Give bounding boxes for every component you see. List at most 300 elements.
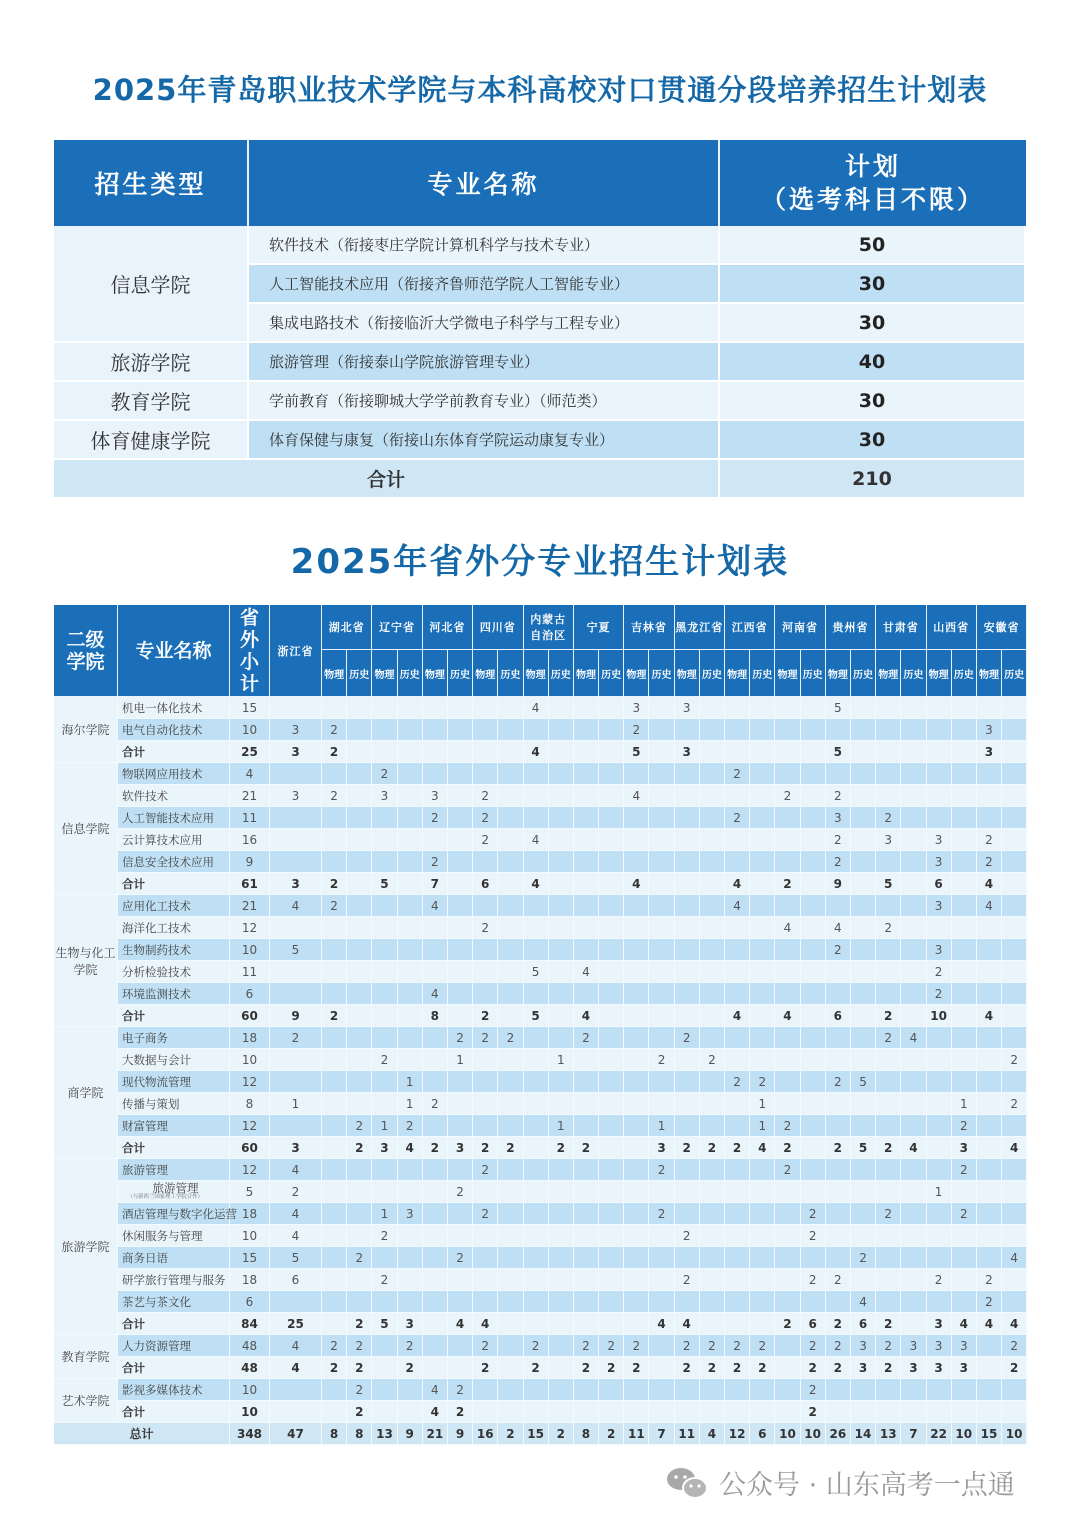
quota-cell — [398, 719, 423, 741]
quota-cell — [423, 1335, 448, 1357]
quota-cell — [347, 983, 372, 1005]
quota-cell — [524, 1049, 549, 1071]
quota-cell — [700, 785, 725, 807]
quota-cell — [649, 1225, 674, 1247]
quota-cell — [775, 697, 800, 719]
quota-cell: 2 — [473, 1137, 498, 1159]
quota-cell — [927, 1049, 952, 1071]
header-college: 二级 学院 — [54, 605, 118, 697]
quota-cell — [977, 1401, 1002, 1423]
table-row — [54, 1225, 1027, 1247]
quota-cell: 6 — [851, 1313, 876, 1335]
quota-cell — [372, 851, 397, 873]
quota-cell — [322, 1093, 347, 1115]
quota-cell — [322, 1049, 347, 1071]
quota-cell: 4 — [423, 895, 448, 917]
quota-cell — [322, 1247, 347, 1269]
quota-cell — [901, 785, 926, 807]
header-physics: 物理 — [876, 650, 901, 697]
quota-cell — [423, 829, 448, 851]
quota-cell: 5 — [624, 741, 649, 763]
quota-cell: 3 — [901, 1335, 926, 1357]
quota-cell — [801, 1291, 826, 1313]
table-row — [54, 1247, 1027, 1269]
quota-cell: 2 — [801, 1401, 826, 1423]
quota-cell — [649, 895, 674, 917]
quota-cell — [801, 1071, 826, 1093]
quota-cell — [876, 1093, 901, 1115]
quota-cell — [1002, 1005, 1027, 1027]
header-province: 四川省 — [473, 605, 523, 650]
quota-cell — [347, 1159, 372, 1181]
header-province: 湖北省 — [322, 605, 372, 650]
quota-cell: 6 — [801, 1313, 826, 1335]
header-history: 历史 — [347, 650, 372, 697]
quota-cell — [851, 1181, 876, 1203]
table-row — [54, 1159, 1027, 1181]
grand-total-cell: 10 — [775, 1423, 800, 1445]
quota-cell: 3 — [270, 873, 322, 895]
quota-cell — [599, 1269, 624, 1291]
quota-cell — [624, 895, 649, 917]
quota-cell: 2 — [549, 1137, 574, 1159]
quota-cell: 3 — [952, 1137, 977, 1159]
quota-cell — [750, 829, 775, 851]
quota-cell — [1002, 851, 1027, 873]
quota-cell — [270, 983, 322, 1005]
header-province: 内蒙古 自治区 — [524, 605, 574, 650]
quota-cell — [952, 1049, 977, 1071]
quota-cell — [876, 697, 901, 719]
quota-cell — [322, 917, 347, 939]
quota-cell: 5 — [826, 697, 851, 719]
quota-cell: 4 — [1002, 1137, 1027, 1159]
quota-cell — [977, 1115, 1002, 1137]
quota-cell — [498, 1379, 523, 1401]
quota-cell — [876, 1159, 901, 1181]
quota-cell: 4 — [270, 1357, 322, 1379]
quota-cell: 2 — [574, 1027, 599, 1049]
quota-cell — [649, 851, 674, 873]
quota-cell — [901, 1181, 926, 1203]
quota-cell — [775, 1027, 800, 1049]
quota-cell — [649, 763, 674, 785]
quota-cell: 3 — [423, 785, 448, 807]
quota-cell — [347, 1269, 372, 1291]
quota-cell — [851, 1269, 876, 1291]
quota-cell: 2 — [826, 851, 851, 873]
major-name: 电子商务 — [118, 1027, 230, 1049]
college-name: 商学院 — [54, 1027, 118, 1159]
subtotal-row — [54, 1313, 1027, 1335]
quota-cell — [927, 763, 952, 785]
college-name: 生物与化工 学院 — [54, 895, 118, 1027]
quota-cell: 2 — [270, 1027, 322, 1049]
quota-cell — [775, 1093, 800, 1115]
quota-cell: 2 — [927, 961, 952, 983]
quota-cell — [473, 1269, 498, 1291]
quota-cell — [675, 1291, 700, 1313]
quota-cell — [649, 785, 674, 807]
quota-cell — [750, 807, 775, 829]
quota-cell — [750, 983, 775, 1005]
header-province: 贵州省 — [826, 605, 876, 650]
quota-cell — [901, 1401, 926, 1423]
quota-cell — [750, 1159, 775, 1181]
grand-total-cell: 8 — [322, 1423, 347, 1445]
quota-cell — [725, 851, 750, 873]
quota-cell — [398, 939, 423, 961]
grand-total-cell: 47 — [270, 1423, 322, 1445]
quota-cell: 2 — [347, 1335, 372, 1357]
quota-cell: 2 — [927, 983, 952, 1005]
subtotal-cell: 21 — [230, 895, 270, 917]
quota-cell — [498, 1115, 523, 1137]
quota-cell: 4 — [775, 1005, 800, 1027]
quota-cell — [952, 785, 977, 807]
plan-count: 30 — [720, 265, 1026, 304]
quota-cell — [826, 1225, 851, 1247]
quota-cell — [750, 1313, 775, 1335]
quota-cell — [649, 829, 674, 851]
quota-cell — [952, 697, 977, 719]
quota-cell — [423, 1049, 448, 1071]
quota-cell — [1002, 939, 1027, 961]
quota-cell — [599, 873, 624, 895]
quota-cell: 2 — [700, 1137, 725, 1159]
quota-cell — [826, 1159, 851, 1181]
quota-cell — [750, 1401, 775, 1423]
quota-cell — [977, 1159, 1002, 1181]
major-name: 机电一体化技术 — [118, 697, 230, 719]
quota-cell — [700, 807, 725, 829]
quota-cell: 2 — [347, 1115, 372, 1137]
quota-cell — [801, 1115, 826, 1137]
quota-cell — [524, 895, 549, 917]
quota-cell — [599, 939, 624, 961]
quota-cell — [952, 829, 977, 851]
quota-cell — [775, 719, 800, 741]
table-row — [54, 1093, 1027, 1115]
quota-cell — [398, 1049, 423, 1071]
quota-cell — [448, 829, 473, 851]
plan-table-2-title: 2025年省外分专业招生计划表 — [290, 542, 790, 582]
quota-cell: 2 — [322, 741, 347, 763]
quota-cell: 5 — [851, 1071, 876, 1093]
quota-cell: 4 — [901, 1137, 926, 1159]
quota-cell — [901, 851, 926, 873]
quota-cell — [901, 807, 926, 829]
quota-cell — [270, 1379, 322, 1401]
quota-cell: 4 — [270, 895, 322, 917]
quota-cell — [372, 1291, 397, 1313]
subtotal-cell: 12 — [230, 917, 270, 939]
quota-cell: 4 — [524, 741, 549, 763]
quota-cell — [977, 917, 1002, 939]
quota-cell — [775, 851, 800, 873]
header-history: 历史 — [801, 650, 826, 697]
quota-cell — [549, 939, 574, 961]
quota-cell — [322, 1181, 347, 1203]
quota-cell: 2 — [448, 1181, 473, 1203]
quota-cell — [801, 1049, 826, 1071]
quota-cell — [599, 1247, 624, 1269]
quota-cell: 2 — [952, 1203, 977, 1225]
quota-cell — [322, 1401, 347, 1423]
quota-cell: 1 — [398, 1093, 423, 1115]
quota-cell — [448, 785, 473, 807]
quota-cell — [549, 873, 574, 895]
subtotal-row — [54, 1401, 1027, 1423]
quota-cell — [270, 917, 322, 939]
quota-cell: 9 — [826, 873, 851, 895]
quota-cell — [498, 895, 523, 917]
quota-cell: 6 — [473, 873, 498, 895]
quota-cell — [322, 1159, 347, 1181]
quota-cell: 2 — [675, 1137, 700, 1159]
quota-cell — [322, 1027, 347, 1049]
quota-cell — [448, 1269, 473, 1291]
quota-cell — [649, 1357, 674, 1379]
quota-cell — [801, 873, 826, 895]
quota-cell — [851, 829, 876, 851]
quota-cell — [372, 741, 397, 763]
quota-cell: 3 — [952, 1357, 977, 1379]
quota-cell — [700, 1005, 725, 1027]
quota-cell — [750, 1203, 775, 1225]
quota-cell — [775, 983, 800, 1005]
quota-cell — [398, 851, 423, 873]
grand-total-cell: 22 — [927, 1423, 952, 1445]
quota-cell — [826, 1093, 851, 1115]
major-name: 电气自动化技术 — [118, 719, 230, 741]
quota-cell — [750, 741, 775, 763]
header-history: 历史 — [599, 650, 624, 697]
quota-cell: 2 — [826, 1313, 851, 1335]
quota-cell — [1002, 763, 1027, 785]
quota-cell: 2 — [1002, 1357, 1027, 1379]
quota-cell — [574, 1379, 599, 1401]
major-name-text: 旅游管理 — [152, 1181, 199, 1195]
quota-cell — [473, 697, 498, 719]
quota-cell: 2 — [750, 1071, 775, 1093]
grand-total-cell: 4 — [700, 1423, 725, 1445]
major-name: 合计 — [118, 1005, 230, 1027]
subtotal-cell: 48 — [230, 1335, 270, 1357]
quota-cell — [901, 1291, 926, 1313]
quota-cell — [549, 1225, 574, 1247]
quota-cell — [372, 1159, 397, 1181]
quota-cell — [876, 741, 901, 763]
quota-cell — [549, 1247, 574, 1269]
quota-cell: 5 — [524, 1005, 549, 1027]
grand-total-cell: 11 — [624, 1423, 649, 1445]
quota-cell — [498, 1049, 523, 1071]
quota-cell: 3 — [448, 1137, 473, 1159]
quota-cell — [725, 1093, 750, 1115]
grand-total-cell: 10 — [801, 1423, 826, 1445]
quota-cell: 3 — [851, 1335, 876, 1357]
quota-cell — [901, 983, 926, 1005]
quota-cell — [700, 741, 725, 763]
quota-cell — [423, 1269, 448, 1291]
header-plan-label: 计划 — [844, 152, 901, 181]
quota-cell — [549, 1313, 574, 1335]
quota-cell — [801, 1093, 826, 1115]
quota-cell — [574, 917, 599, 939]
quota-cell — [750, 1027, 775, 1049]
quota-cell — [473, 961, 498, 983]
quota-cell — [574, 807, 599, 829]
table-row — [54, 939, 1027, 961]
quota-cell — [801, 1137, 826, 1159]
quota-cell: 2 — [876, 1203, 901, 1225]
quota-cell — [876, 851, 901, 873]
quota-cell — [624, 1137, 649, 1159]
quota-cell — [549, 697, 574, 719]
major-name: 合计 — [118, 1313, 230, 1335]
quota-cell: 25 — [270, 1313, 322, 1335]
quota-cell — [675, 829, 700, 851]
header-province: 黑龙江省 — [675, 605, 725, 650]
quota-cell — [649, 719, 674, 741]
quota-cell: 2 — [826, 1137, 851, 1159]
quota-cell — [927, 785, 952, 807]
quota-cell — [649, 961, 674, 983]
quota-cell — [952, 1225, 977, 1247]
major-name: 生物制药技术 — [118, 939, 230, 961]
quota-cell — [927, 807, 952, 829]
quota-cell: 8 — [423, 1005, 448, 1027]
grand-total-cell: 7 — [901, 1423, 926, 1445]
quota-cell — [725, 1313, 750, 1335]
quota-cell: 2 — [826, 1269, 851, 1291]
quota-cell — [524, 1379, 549, 1401]
quota-cell — [750, 939, 775, 961]
table-row — [54, 807, 1027, 829]
major-name: 人工智能技术应用（衔接齐鲁师范学院人工智能专业） — [249, 265, 720, 304]
quota-cell: 2 — [977, 829, 1002, 851]
quota-cell: 2 — [826, 939, 851, 961]
out-of-province-plan-table — [54, 605, 1027, 1445]
grand-total-cell: 11 — [675, 1423, 700, 1445]
quota-cell: 3 — [927, 1313, 952, 1335]
quota-cell: 2 — [775, 1115, 800, 1137]
quota-cell: 2 — [775, 1137, 800, 1159]
quota-cell: 2 — [927, 1269, 952, 1291]
quota-cell: 2 — [347, 1137, 372, 1159]
quota-cell: 7 — [423, 873, 448, 895]
enrollment-category: 体育健康学院 — [54, 421, 249, 460]
quota-cell — [270, 763, 322, 785]
quota-cell — [398, 763, 423, 785]
quota-cell: 2 — [423, 1093, 448, 1115]
college-name: 海尔学院 — [54, 697, 118, 763]
quota-cell: 2 — [624, 719, 649, 741]
quota-cell — [901, 763, 926, 785]
quota-cell — [322, 1291, 347, 1313]
quota-cell — [599, 741, 624, 763]
quota-cell — [952, 1027, 977, 1049]
grand-total-cell: 13 — [876, 1423, 901, 1445]
major-name: 合计 — [118, 1137, 230, 1159]
quota-cell — [423, 1203, 448, 1225]
quota-cell: 2 — [826, 1071, 851, 1093]
header-physics: 物理 — [927, 650, 952, 697]
quota-cell: 2 — [876, 1313, 901, 1335]
subtotal-cell: 18 — [230, 1203, 270, 1225]
quota-cell — [599, 1225, 624, 1247]
header-history: 历史 — [498, 650, 523, 697]
quota-cell — [675, 961, 700, 983]
subtotal-cell: 10 — [230, 1401, 270, 1423]
quota-cell: 2 — [322, 719, 347, 741]
quota-cell — [624, 851, 649, 873]
quota-cell — [524, 785, 549, 807]
quota-cell — [725, 829, 750, 851]
quota-cell — [498, 1159, 523, 1181]
quota-cell — [398, 807, 423, 829]
quota-cell — [398, 1027, 423, 1049]
quota-cell: 3 — [977, 719, 1002, 741]
quota-cell — [977, 1071, 1002, 1093]
quota-cell — [977, 939, 1002, 961]
quota-cell — [851, 697, 876, 719]
header-history: 历史 — [750, 650, 775, 697]
quota-cell: 3 — [372, 785, 397, 807]
quota-cell — [927, 1291, 952, 1313]
quota-cell — [270, 851, 322, 873]
quota-cell: 1 — [750, 1115, 775, 1137]
quota-cell — [901, 1203, 926, 1225]
quota-cell — [524, 807, 549, 829]
quota-cell — [901, 741, 926, 763]
quota-cell — [549, 719, 574, 741]
quota-cell — [901, 697, 926, 719]
quota-cell — [1002, 1159, 1027, 1181]
quota-cell — [448, 1071, 473, 1093]
quota-cell: 1 — [372, 1115, 397, 1137]
quota-cell — [1002, 1291, 1027, 1313]
quota-cell — [524, 1401, 549, 1423]
subtotal-cell: 8 — [230, 1093, 270, 1115]
quota-cell — [826, 1379, 851, 1401]
quota-cell — [624, 1203, 649, 1225]
quota-cell: 4 — [851, 1291, 876, 1313]
quota-cell — [977, 1357, 1002, 1379]
quota-cell — [498, 851, 523, 873]
quota-cell — [700, 851, 725, 873]
quota-cell: 4 — [574, 1005, 599, 1027]
quota-cell: 2 — [624, 1335, 649, 1357]
quota-cell — [826, 1027, 851, 1049]
quota-cell — [423, 1291, 448, 1313]
quota-cell — [826, 961, 851, 983]
quota-cell: 4 — [977, 1005, 1002, 1027]
quota-cell — [599, 1181, 624, 1203]
quota-cell: 2 — [398, 1335, 423, 1357]
quota-cell — [599, 719, 624, 741]
quota-cell: 1 — [750, 1093, 775, 1115]
quota-cell — [599, 1049, 624, 1071]
quota-cell: 3 — [927, 1357, 952, 1379]
header-province-zhejiang: 浙江省 — [270, 605, 322, 697]
watermark-text: 公众号 · 山东高考一点通 — [719, 1470, 1015, 1501]
quota-cell — [624, 1115, 649, 1137]
quota-cell — [347, 1027, 372, 1049]
quota-cell — [675, 1071, 700, 1093]
quota-cell — [725, 939, 750, 961]
